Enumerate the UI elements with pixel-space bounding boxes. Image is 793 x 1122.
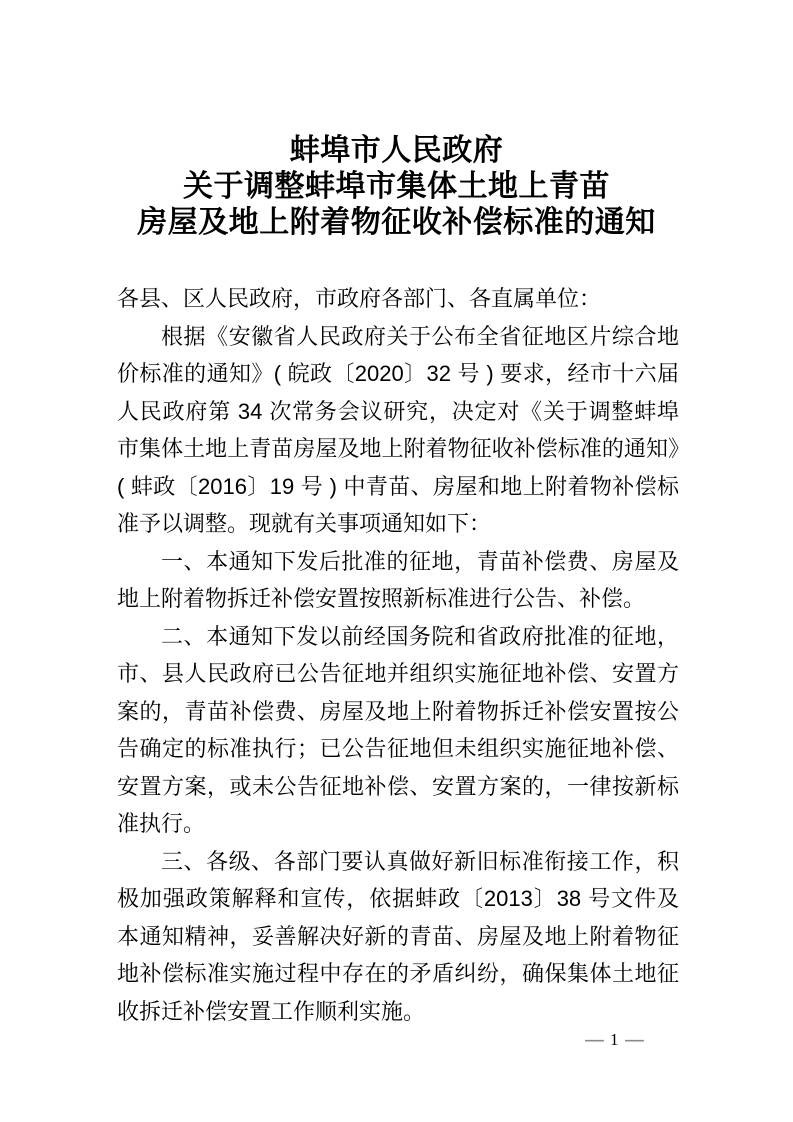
title-line-2: 关于调整蚌埠市集体土地上青苗: [183, 170, 610, 203]
document-body: [117, 280, 679, 1030]
title-line-3: 房屋及地上附着物征收补偿标准的通知: [137, 206, 656, 239]
paragraph-item-3: 三、各级、各部门要认真做好新旧标准衔接工作，积极加强政策解释和宣传，依据蚌政〔2013〕38 号文件及本通知精神，妥善解决好新的青苗、房屋及地上附着物征地补偿标准实施过程中存在的矛盾纠纷，确保集体土地征收拆迁补偿安置工作顺利实施。: [117, 848, 679, 1024]
page-number: 1: [610, 1030, 619, 1049]
paragraph-item-2: 二、本通知下发以前经国务院和省政府批准的征地，市、县人民政府已公告征地并组织实施征地补偿、安置方案的，青苗补偿费、房屋及地上附着物拆迁补偿安置按公告确定的标准执行；已公告征地但未组织实施征地补偿、安置方案，或未公告征地补偿、安置方案的，一律按新标准执行。: [117, 623, 679, 836]
title-line-1: 蚌埠市人民政府: [289, 134, 504, 167]
paragraph-basis: 根据《安徽省人民政府关于公布全省征地区片综合地价标准的通知》( 皖政〔2020〕32 号 ) 要求，经市十六届人民政府第 34 次常务会议研究，决定对《关于调整蚌埠市集体土地上青苗房屋及地上附着物征收补偿标准的通知》( 蚌政〔2016〕19 号 ) 中青苗、房屋和地上附着物补偿标准予以调整。现就有关事项通知如下：: [117, 323, 679, 536]
page-footer: [586, 1030, 643, 1050]
paragraph-item-1: 一、本通知下发后批准的征地，青苗补偿费、房屋及地上附着物拆迁补偿安置按照新标准进行公告、补偿。: [117, 548, 679, 611]
document-title: [0, 133, 793, 241]
footer-dash-right: —: [624, 1030, 644, 1049]
salutation: 各县、区人民政府，市政府各部门、各直属单位：: [117, 286, 602, 311]
footer-dash-left: —: [585, 1030, 604, 1049]
